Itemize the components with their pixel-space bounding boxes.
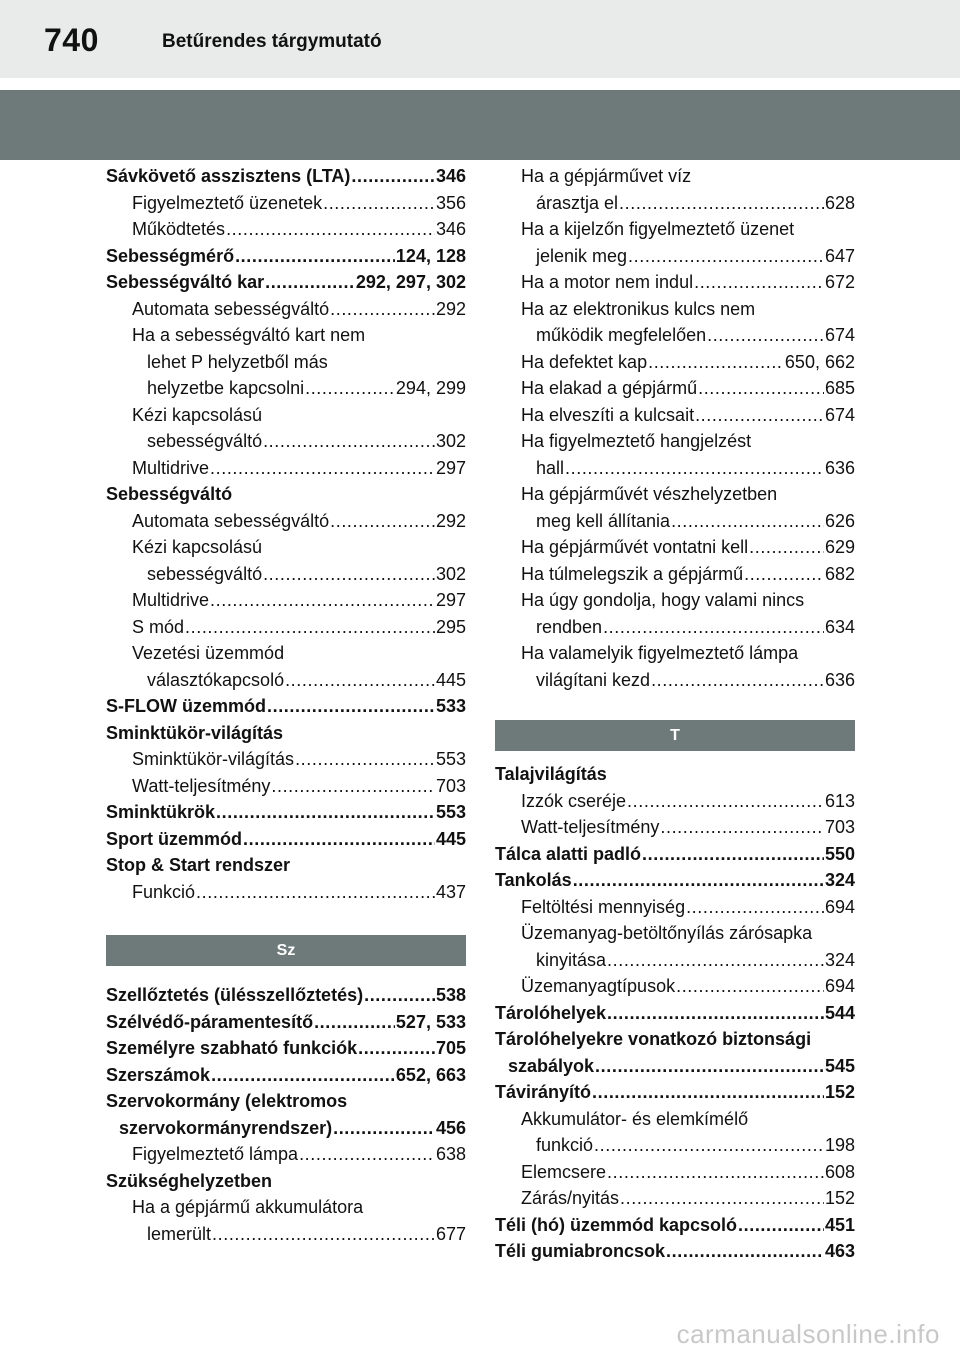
index-entry-sub xyxy=(495,561,855,588)
index-entry-sub xyxy=(495,349,855,376)
index-entry-page: 694 xyxy=(824,976,855,996)
index-entry-page: 356 xyxy=(435,192,466,213)
dot-leader xyxy=(707,322,824,349)
dot-leader xyxy=(603,614,824,641)
index-entry-page: 294, 299 xyxy=(395,378,466,398)
index-column-left xyxy=(106,163,466,1247)
index-entry-sub xyxy=(495,455,855,482)
index-entry-page: 674 xyxy=(824,325,855,345)
index-entry-sub xyxy=(106,455,466,482)
index-entry-page: 538 xyxy=(435,985,466,1005)
index-entry-main xyxy=(495,761,855,788)
index-entry-page: 550 xyxy=(824,843,855,864)
dot-leader xyxy=(185,614,435,641)
dot-leader xyxy=(330,508,435,535)
watermark: carmanualsonline.info xyxy=(676,1319,940,1349)
header-band xyxy=(0,90,960,160)
index-entry-sub xyxy=(106,746,466,773)
index-entry-sub xyxy=(495,428,855,455)
index-entry-page: 445 xyxy=(435,828,466,849)
index-entry-sub xyxy=(495,190,855,217)
index-entry-page: 636 xyxy=(824,457,855,478)
index-entry-page: 346 xyxy=(435,219,466,239)
index-entry-label: Multidrive xyxy=(132,590,210,610)
index-entry-label: Sminktükör-világítás xyxy=(106,722,284,743)
index-entry-page: 677 xyxy=(435,1223,466,1244)
dot-leader xyxy=(210,455,435,482)
index-entry-page: 628 xyxy=(824,192,855,213)
index-entry-sub xyxy=(106,879,466,906)
index-entry-sub xyxy=(495,481,855,508)
index-entry-label: Zárás/nyitás xyxy=(521,1188,620,1208)
index-entry-label: Ha a gépjármű akkumulátora xyxy=(132,1197,364,1217)
index-entry-label: Ha valamelyik figyelmeztető lámpa xyxy=(521,643,799,663)
index-entry-page: 638 xyxy=(435,1144,466,1164)
index-entry-sub xyxy=(106,349,466,376)
index-entry-main xyxy=(106,799,466,826)
index-entry-label: Kézi kapcsolású xyxy=(132,404,263,425)
dot-leader xyxy=(271,773,435,800)
index-entry-label: Watt-teljesítmény xyxy=(132,775,271,796)
index-entry-sub xyxy=(106,587,466,614)
index-entry-main xyxy=(106,693,466,720)
dot-leader xyxy=(595,1053,824,1080)
index-entry-label: Téli gumiabroncsok xyxy=(495,1241,666,1261)
index-entry-page: 527, 533 xyxy=(395,1011,466,1032)
index-entry-main xyxy=(106,826,466,853)
index-entry-label: S-FLOW üzemmód xyxy=(106,696,266,716)
dot-leader xyxy=(738,1212,824,1239)
index-entry-sub xyxy=(495,243,855,270)
index-entry-label: Automata sebességváltó xyxy=(132,298,330,319)
index-entry-label: Automata sebességváltó xyxy=(132,510,330,531)
index-entry-label: Szerszámok xyxy=(106,1064,211,1085)
index-entry-sub xyxy=(495,894,855,921)
index-entry-sub xyxy=(106,216,466,243)
index-entry-label: Ha gépjárművét vontatni kell xyxy=(521,537,749,557)
index-entry-sub xyxy=(495,1185,855,1212)
index-entry-sub xyxy=(106,773,466,800)
index-entry-sub xyxy=(495,534,855,561)
index-entry-page: 553 xyxy=(435,802,466,822)
index-entry-main xyxy=(106,1088,466,1115)
dot-leader xyxy=(263,561,435,588)
dot-leader xyxy=(620,1185,824,1212)
dot-leader xyxy=(265,269,355,296)
index-entry-label: Szellőztetés (ülésszellőztetés) xyxy=(106,985,364,1005)
dot-leader xyxy=(749,534,824,561)
index-entry-label: kinyitása xyxy=(536,949,607,970)
section-letter: Sz xyxy=(276,941,296,959)
index-entry-label: Akkumulátor- és elemkímélő xyxy=(521,1108,749,1129)
index-entry-sub xyxy=(495,614,855,641)
index-entry-label: Multidrive xyxy=(132,457,210,478)
index-entry-label: Ha elveszíti a kulcsait xyxy=(521,404,695,425)
index-entry-sub xyxy=(106,428,466,455)
index-entry-label: Vezetési üzemmód xyxy=(132,643,285,663)
index-entry-label: funkció xyxy=(536,1135,594,1155)
index-entry-main xyxy=(106,163,466,190)
dot-leader xyxy=(211,1062,395,1089)
index-entry-main xyxy=(495,1026,855,1053)
index-entry-page: 297 xyxy=(435,590,466,610)
index-entry-page: 650, 662 xyxy=(784,351,855,372)
index-entry-sub xyxy=(495,788,855,815)
index-entry-label: Izzók cseréje xyxy=(521,790,627,811)
index-entry-page: 703 xyxy=(824,817,855,837)
index-entry-page: 694 xyxy=(824,896,855,917)
index-entry-label: működik megfelelően xyxy=(536,325,707,345)
index-entry-label: választókapcsoló xyxy=(147,669,285,690)
index-entry-label: Watt-teljesítmény xyxy=(521,817,660,837)
index-entry-label: Ha gépjárművét vészhelyzetben xyxy=(521,484,778,504)
index-entry-sub xyxy=(495,1106,855,1133)
index-entry-sub xyxy=(495,814,855,841)
dot-leader xyxy=(627,788,824,815)
index-entry-label: Ha defektet kap xyxy=(521,351,648,372)
index-entry-page: 292 xyxy=(435,298,466,319)
index-entry-page: 533 xyxy=(435,696,466,716)
index-entry-main xyxy=(495,1212,855,1239)
index-entry-label: Ha túlmelegszik a gépjármű xyxy=(521,563,744,584)
index-entry-label: Szélvédő-páramentesítő xyxy=(106,1011,314,1032)
index-entry-sub xyxy=(495,269,855,296)
index-entry-label: Ha figyelmeztető hangjelzést xyxy=(521,431,752,451)
page-number: 740 xyxy=(44,22,99,58)
dot-leader xyxy=(671,508,824,535)
index-entry-page: 124, 128 xyxy=(395,245,466,266)
dot-leader xyxy=(686,894,824,921)
index-entry-sub xyxy=(495,163,855,190)
dot-leader xyxy=(305,375,395,402)
index-entry-label: jelenik meg xyxy=(536,245,628,266)
dot-leader xyxy=(698,375,824,402)
dot-leader xyxy=(695,402,824,429)
dot-leader xyxy=(358,1035,435,1062)
index-entry-label: Sávkövető asszisztens (LTA) xyxy=(106,166,351,186)
index-entry-sub xyxy=(495,1132,855,1159)
dot-leader xyxy=(216,799,435,826)
index-entry-sub xyxy=(106,190,466,217)
index-entry-page: 451 xyxy=(824,1214,855,1235)
index-entry-page: 685 xyxy=(824,378,855,398)
index-entry-page: 297 xyxy=(435,457,466,478)
dot-leader xyxy=(263,428,435,455)
index-entry-page: 682 xyxy=(824,563,855,584)
index-entry-page: 437 xyxy=(435,881,466,902)
index-entry-label: világítani kezd xyxy=(536,669,651,690)
dot-leader xyxy=(607,1159,824,1186)
index-entry-main xyxy=(106,243,466,270)
index-entry-page: 302 xyxy=(435,563,466,584)
index-entry-sub xyxy=(106,667,466,694)
index-entry-label: Stop & Start rendszer xyxy=(106,855,291,875)
index-entry-page: 672 xyxy=(824,272,855,292)
index-entry-main xyxy=(106,720,466,747)
index-entry-page: 152 xyxy=(824,1082,855,1102)
index-entry-page: 292 xyxy=(435,510,466,531)
dot-leader xyxy=(323,190,435,217)
index-entry-label: Ha elakad a gépjármű xyxy=(521,378,698,398)
index-entry-label: S mód xyxy=(132,616,185,637)
index-entry-label: Szükséghelyzetben xyxy=(106,1170,273,1191)
index-entry-label: Távirányító xyxy=(495,1082,592,1102)
index-entry-label: Tárolóhelyek xyxy=(495,1002,607,1023)
index-entry-main xyxy=(106,269,466,296)
index-entry-label: Ha a gépjárművet víz xyxy=(521,166,692,186)
index-entry-label: Elemcsere xyxy=(521,1161,607,1182)
index-entry-page: 292, 297, 302 xyxy=(355,272,466,292)
index-entry-sub xyxy=(106,402,466,429)
dot-leader xyxy=(333,1115,435,1142)
index-entry-sub xyxy=(106,508,466,535)
index-entry-label: Sebességmérő xyxy=(106,245,235,266)
index-entry-label: Sminktükör-világítás xyxy=(132,749,295,769)
index-entry-label: Figyelmeztető lámpa xyxy=(132,1144,299,1164)
index-entry-label: lehet P helyzetből más xyxy=(147,351,328,372)
dot-leader xyxy=(210,587,435,614)
index-entry-page: 636 xyxy=(824,669,855,690)
index-entry-sub xyxy=(106,614,466,641)
index-entry-label: Sminktükrök xyxy=(106,802,216,822)
index-entry-label: szabályok xyxy=(508,1055,595,1076)
index-entry-page: 198 xyxy=(824,1135,855,1155)
dot-leader xyxy=(330,296,435,323)
index-entry-label: Ha a motor nem indul xyxy=(521,272,694,292)
index-entry-page: 703 xyxy=(435,775,466,796)
index-entry-page: 545 xyxy=(824,1055,855,1076)
index-entry-sub xyxy=(495,947,855,974)
index-entry-main xyxy=(495,867,855,894)
index-entry-label: Szervokormány (elektromos xyxy=(106,1091,348,1111)
index-entry-label: Tárolóhelyekre vonatkozó biztonsági xyxy=(495,1029,812,1049)
index-entry-page: 346 xyxy=(435,166,466,186)
dot-leader xyxy=(364,982,435,1009)
index-entry-main xyxy=(106,1009,466,1036)
index-entry-main xyxy=(106,1115,466,1142)
index-entry-label: Üzemanyagtípusok xyxy=(521,976,676,996)
index-entry-label: rendben xyxy=(536,616,603,637)
dot-leader xyxy=(660,814,824,841)
dot-leader xyxy=(351,163,435,190)
index-entry-label: Funkció xyxy=(132,881,196,902)
page-title: Betűrendes tárgymutató xyxy=(162,31,382,52)
index-entry-page: 613 xyxy=(824,790,855,811)
index-entry-main xyxy=(495,1079,855,1106)
index-entry-main xyxy=(106,1168,466,1195)
index-entry-sub xyxy=(495,587,855,614)
dot-leader xyxy=(651,667,824,694)
index-entry-sub xyxy=(495,920,855,947)
dot-leader xyxy=(235,243,395,270)
dot-leader xyxy=(243,826,435,853)
index-entry-main xyxy=(495,841,855,868)
dot-leader xyxy=(607,1000,824,1027)
index-entry-main xyxy=(495,1238,855,1265)
index-entry-label: szervokormányrendszer) xyxy=(119,1117,333,1138)
index-entry-sub xyxy=(495,322,855,349)
index-entry-label: Figyelmeztető üzenetek xyxy=(132,192,323,213)
index-entry-page: 544 xyxy=(824,1002,855,1023)
index-entry-page: 652, 663 xyxy=(395,1064,466,1085)
index-entry-sub xyxy=(495,640,855,667)
index-entry-sub xyxy=(495,508,855,535)
index-entry-main xyxy=(106,481,466,508)
index-entry-label: Sebességváltó xyxy=(106,484,233,504)
index-entry-page: 445 xyxy=(435,669,466,690)
index-entry-page: 302 xyxy=(435,431,466,451)
dot-leader xyxy=(592,1079,824,1106)
index-entry-page: 463 xyxy=(824,1241,855,1261)
dot-leader xyxy=(267,693,435,720)
dot-leader xyxy=(744,561,824,588)
dot-leader xyxy=(619,190,824,217)
index-entry-sub xyxy=(106,375,466,402)
index-entry-label: Üzemanyag-betöltőnyílás zárósapka xyxy=(521,923,813,943)
dot-leader xyxy=(607,947,824,974)
index-entry-main xyxy=(106,982,466,1009)
index-entry-sub xyxy=(106,322,466,349)
index-entry-sub xyxy=(495,1159,855,1186)
index-entry-sub xyxy=(495,667,855,694)
dot-leader xyxy=(314,1009,395,1036)
index-entry-sub xyxy=(495,216,855,243)
section-letter: T xyxy=(670,726,680,744)
dot-leader xyxy=(212,1221,435,1248)
index-entry-main xyxy=(106,852,466,879)
dot-leader xyxy=(628,243,824,270)
index-entry-sub xyxy=(106,1194,466,1221)
dot-leader xyxy=(196,879,435,906)
dot-leader xyxy=(594,1132,824,1159)
index-entry-label: Téli (hó) üzemmód kapcsoló xyxy=(495,1214,738,1235)
dot-leader xyxy=(694,269,824,296)
dot-leader xyxy=(666,1238,824,1265)
index-entry-sub xyxy=(106,1221,466,1248)
index-entry-label: hall xyxy=(536,457,565,478)
index-entry-label: árasztja el xyxy=(536,192,619,213)
index-entry-page: 647 xyxy=(824,245,855,266)
index-entry-main xyxy=(106,1062,466,1089)
dot-leader xyxy=(565,455,824,482)
index-entry-label: Tankolás xyxy=(495,870,572,890)
index-entry-sub xyxy=(495,296,855,323)
section-header xyxy=(495,720,855,751)
dot-leader xyxy=(226,216,435,243)
dot-leader xyxy=(676,973,824,1000)
index-entry-label: meg kell állítania xyxy=(536,510,671,531)
index-entry-label: Tálca alatti padló xyxy=(495,843,642,864)
index-column-right xyxy=(495,163,855,1265)
index-entry-label: sebességváltó xyxy=(147,563,263,584)
index-entry-label: Kézi kapcsolású xyxy=(132,537,263,557)
index-entry-sub xyxy=(106,561,466,588)
index-entry-page: 626 xyxy=(824,510,855,531)
index-entry-label: Ha a sebességváltó kart nem xyxy=(132,325,366,345)
index-entry-page: 295 xyxy=(435,616,466,637)
index-entry-page: 324 xyxy=(824,870,855,890)
index-entry-label: Ha úgy gondolja, hogy valami nincs xyxy=(521,590,805,610)
header-bar xyxy=(0,0,960,78)
index-entry-main xyxy=(495,1000,855,1027)
index-entry-label: Személyre szabható funkciók xyxy=(106,1038,358,1058)
index-entry-label: sebességváltó xyxy=(147,431,263,451)
dot-leader xyxy=(642,841,824,868)
dot-leader xyxy=(285,667,435,694)
index-entry-label: Sebességváltó kar xyxy=(106,272,265,292)
section-header xyxy=(106,935,466,966)
index-entry-page: 324 xyxy=(824,949,855,970)
index-entry-sub xyxy=(495,402,855,429)
index-entry-main xyxy=(495,1053,855,1080)
index-entry-label: Sport üzemmód xyxy=(106,828,243,849)
index-entry-page: 456 xyxy=(435,1117,466,1138)
index-entry-page: 553 xyxy=(435,749,466,769)
index-entry-page: 629 xyxy=(824,537,855,557)
index-entry-sub xyxy=(106,296,466,323)
dot-leader xyxy=(648,349,784,376)
index-entry-sub xyxy=(495,375,855,402)
index-entry-label: Ha az elektronikus kulcs nem xyxy=(521,298,756,319)
index-entry-page: 152 xyxy=(824,1188,855,1208)
index-entry-sub xyxy=(106,640,466,667)
index-entry-sub xyxy=(106,1141,466,1168)
index-entry-sub xyxy=(495,973,855,1000)
index-entry-sub xyxy=(106,534,466,561)
index-entry-page: 674 xyxy=(824,404,855,425)
index-entry-main xyxy=(106,1035,466,1062)
index-entry-label: Feltöltési mennyiség xyxy=(521,896,686,917)
dot-leader xyxy=(573,867,824,894)
index-entry-page: 705 xyxy=(435,1038,466,1058)
index-entry-label: helyzetbe kapcsolni xyxy=(147,378,305,398)
dot-leader xyxy=(299,1141,435,1168)
index-entry-page: 608 xyxy=(824,1161,855,1182)
index-entry-label: Működtetés xyxy=(132,219,226,239)
index-entry-label: lemerült xyxy=(147,1223,212,1244)
index-entry-label: Talajvilágítás xyxy=(495,764,607,784)
index-entry-label: Ha a kijelzőn figyelmeztető üzenet xyxy=(521,219,795,239)
dot-leader xyxy=(295,746,435,773)
index-entry-page: 634 xyxy=(824,616,855,637)
